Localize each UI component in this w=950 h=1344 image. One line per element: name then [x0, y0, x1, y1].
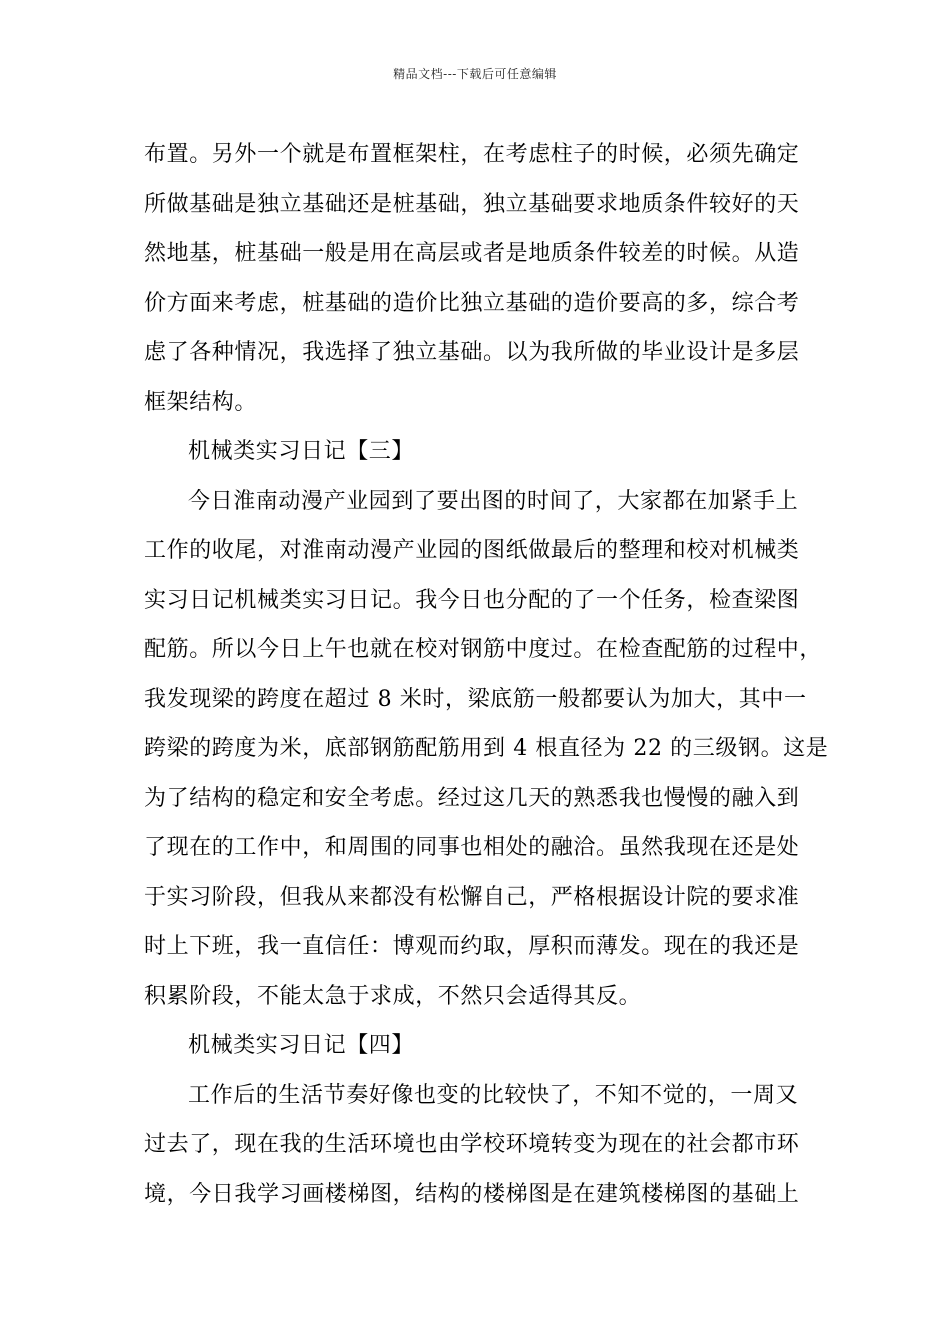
paragraph-first-line: 工作后的生活节奏好像也变的比较快了，不知不觉的，一周又: [188, 1082, 799, 1108]
text-line: 了现在的工作中，和周围的同事也相处的融洽。虽然我现在还是处: [144, 835, 800, 860]
text-line: 过去了，现在我的生活环境也由学校环境转变为现在的社会都市环: [144, 1132, 800, 1157]
text-line: 然地基，桩基础一般是用在高层或者是地质条件较差的时候。从造: [144, 241, 800, 266]
text-line: 工作的收尾，对淮南动漫产业园的图纸做最后的整理和校对机械类: [144, 538, 800, 563]
text-line: 价方面来考虑，桩基础的造价比独立基础的造价要高的多，综合考: [144, 290, 800, 316]
document-body: [144, 130, 829, 1219]
text-line: 跨梁的跨度为米，底部钢筋配筋用到 4 根直径为 22 的三级钢。这是: [144, 736, 829, 761]
text-line: 境，今日我学习画楼梯图，结构的楼梯图是在建筑楼梯图的基础上: [144, 1181, 800, 1207]
text-line: 积累阶段，不能太急于求成，不然只会适得其反。: [144, 983, 642, 1009]
section-heading: 机械类实习日记【四】: [188, 1033, 415, 1058]
page-header: 精品文档---下载后可任意编辑: [393, 67, 557, 81]
text-line: 时上下班，我一直信任：博观而约取，厚积而薄发。现在的我还是: [144, 934, 800, 959]
text-line: 框架结构。: [144, 389, 258, 415]
text-line: 我发现梁的跨度在超过 8 米时，梁底筋一般都要认为加大，其中一: [144, 686, 807, 712]
text-line: 虑了各种情况，我选择了独立基础。以为我所做的毕业设计是多层: [144, 340, 800, 365]
text-line: 实习日记机械类实习日记。我今日也分配的了一个任务，检查梁图: [144, 587, 800, 613]
text-line: 布置。另外一个就是布置框架柱，在考虑柱子的时候，必须先确定: [144, 142, 800, 167]
text-line: 所做基础是独立基础还是桩基础，独立基础要求地质条件较好的天: [144, 191, 800, 217]
section-heading: 机械类实习日记【三】: [188, 439, 415, 464]
text-line: 于实习阶段，但我从来都没有松懈自己，严格根据设计院的要求准: [144, 884, 800, 910]
text-line: 配筋。所以今日上午也就在校对钢筋中度过。在检查配筋的过程中，: [144, 637, 823, 662]
text-line: 为了结构的稳定和安全考虑。经过这几天的熟悉我也慢慢的融入到: [144, 785, 800, 811]
paragraph-first-line: 今日淮南动漫产业园到了要出图的时间了，大家都在加紧手上: [188, 488, 799, 514]
